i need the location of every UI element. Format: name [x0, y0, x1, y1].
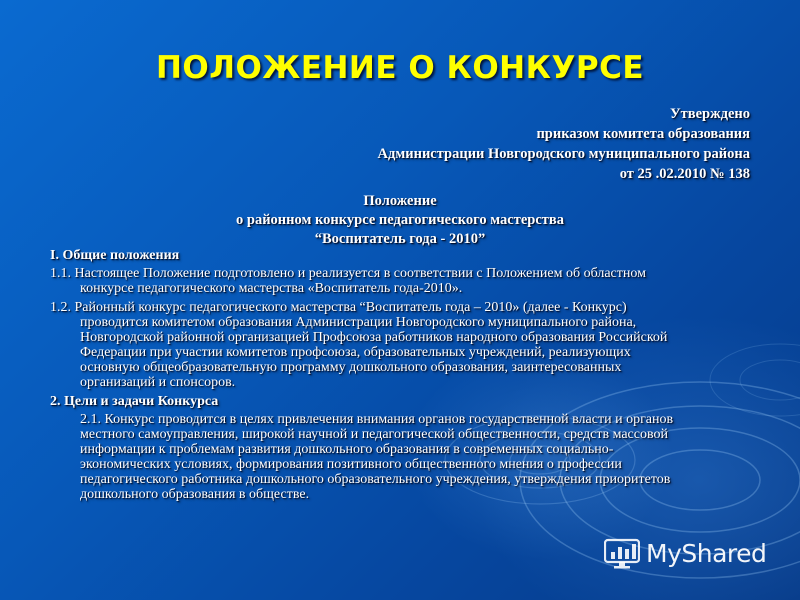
approval-block: [378, 104, 750, 184]
paragraph-1-1: [50, 266, 760, 296]
paragraph-line: Новгородской районной организацией Профсоюза работников народного образования Российской: [80, 330, 668, 345]
approval-line: Администрации Новгородского муниципального района: [377, 146, 750, 162]
regulation-title: [0, 192, 800, 249]
slide-title: ПОЛОЖЕНИЕ О КОНКУРСЕ: [155, 50, 645, 86]
logo-text: MyShared: [646, 538, 767, 568]
bar-chart-icon: [604, 536, 640, 570]
approval-line: приказом комитета образования: [536, 126, 750, 142]
paragraph-1-2: [50, 300, 760, 390]
paragraph-line: педагогического работника дошкольного образовательного учреждения, утверждения приоритетов: [80, 472, 671, 487]
approval-line: от 25 .02.2010 № 138: [619, 166, 750, 182]
paragraph-line: организаций и спонсоров.: [80, 375, 236, 390]
paragraph-line: проводится комитетом образования Администрации Новгородского муниципального района,: [80, 315, 637, 330]
paragraph-line: 1.1. Настоящее Положение подготовлено и реализуется в соответствии с Положением об областном: [50, 266, 646, 281]
paragraph-line: Федерации при участии комитетов профсоюза, образовательных учреждений, реализующих: [80, 345, 631, 360]
regulation-title-line: о районном конкурсе педагогического мастерства: [236, 212, 564, 228]
regulation-title-line: Положение: [363, 193, 437, 209]
paragraph-line: 1.2. Районный конкурс педагогического мастерства “Воспитатель года – 2010» (далее - Конкурс): [50, 300, 627, 315]
paragraph-line: информации к проблемам развития дошкольного образования в современных социально-: [80, 442, 614, 457]
paragraph-line: местного самоуправления, широкой научной и педагогической общественности, средств массовой: [80, 427, 668, 442]
paragraph-line: основную общеобразовательную программу дошкольного образования, заинтересованных: [80, 360, 622, 375]
approval-line: Утверждено: [670, 106, 750, 122]
paragraph-line: конкурсе педагогического мастерства «Воспитатель года-2010».: [80, 281, 463, 296]
paragraph-line: экономических условиях, формирования позитивного общественного мнения о профессии: [80, 457, 622, 472]
paragraph-2-1: [50, 412, 760, 502]
regulation-title-line: “Воспитатель года - 2010”: [314, 231, 486, 247]
paragraph-line: дошкольного образования в обществе.: [80, 487, 310, 502]
myshared-logo[interactable]: [604, 536, 766, 570]
paragraph-line: 2.1. Конкурс проводится в целях привлечения внимания органов государственной власти и органов: [80, 412, 674, 427]
section-heading: I. Общие положения: [50, 248, 180, 263]
regulation-body: [50, 248, 760, 506]
section-heading: 2. Цели и задачи Конкурса: [50, 394, 219, 409]
